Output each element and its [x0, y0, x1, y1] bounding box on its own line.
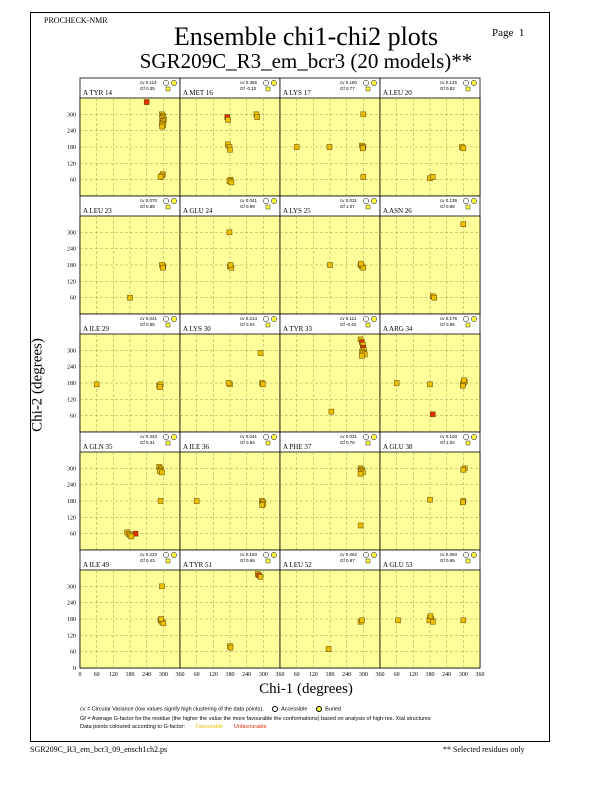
x-tick-label: 240: [242, 672, 252, 678]
accessibility-icon: [163, 434, 168, 439]
cv-value: cv 0.041: [240, 434, 258, 439]
data-point: [158, 174, 163, 179]
gf-value: Gf 0.77: [340, 86, 355, 91]
y-tick-label: 180: [67, 263, 76, 269]
gfactor-icon: [166, 87, 170, 91]
x-tick-label: 120: [208, 672, 218, 678]
data-point: [260, 503, 265, 508]
page-subtitle: SGR209C_R3_em_bcr3 (20 models)**: [139, 49, 473, 73]
y-tick-label: 300: [67, 466, 76, 473]
data-point: [461, 467, 466, 472]
page-title: Ensemble chi1-chi2 plots: [173, 22, 439, 51]
gfactor-icon: [166, 559, 170, 563]
gf-value: Gf 0.76: [340, 440, 355, 445]
x-tick-label: 240: [342, 672, 352, 678]
gfactor-icon: [466, 323, 470, 327]
footer-note: ** Selected residues only: [443, 745, 525, 754]
cv-value: cv 0.343: [140, 434, 158, 439]
data-point: [428, 497, 433, 502]
residue-label: A ASN 26: [383, 207, 412, 215]
buried-icon: [316, 706, 322, 712]
accessibility-icon: [363, 434, 368, 439]
x-tick-label: 180: [425, 672, 435, 678]
y-tick-label: 60: [70, 177, 76, 184]
gf-value: Gf 0.31: [140, 440, 155, 445]
legend-colour-text: Data points coloured according to G-factor:: [80, 724, 185, 730]
gf-value: Gf 0.82: [440, 86, 455, 91]
buried-icon: [471, 552, 476, 557]
y-tick-label: 180: [67, 617, 76, 623]
gf-value: Gf 1.02: [440, 440, 455, 445]
data-point: [461, 378, 466, 383]
data-point: [428, 382, 433, 387]
x-tick-label: 120: [408, 672, 418, 678]
cv-value: cv 0.041: [140, 316, 158, 321]
gfactor-icon: [266, 559, 270, 563]
cv-value: cv 0.111: [340, 316, 357, 321]
accessibility-icon: [263, 434, 268, 439]
residue-label: A TYR 51: [183, 561, 213, 569]
accessibility-icon: [163, 552, 168, 557]
data-point: [158, 499, 163, 504]
data-point: [461, 222, 466, 227]
residue-label: A GLU 53: [383, 561, 413, 569]
cv-value: cv 0.183: [240, 552, 258, 557]
accessibility-icon: [363, 80, 368, 85]
legend-gf-text: Gf = Average G-factor for the residue (the higher the value the more favourable the conformations) based on analysis of high-res. Xtal structures: [80, 716, 431, 722]
accessibility-icon: [463, 198, 468, 203]
data-point: [461, 618, 466, 623]
accessibility-icon: [363, 198, 368, 203]
x-axis-label: Chi-1 (degrees): [259, 681, 353, 697]
accessible-icon: [272, 706, 278, 712]
buried-icon: [371, 80, 376, 85]
data-point: [159, 584, 164, 589]
data-point: [361, 112, 366, 117]
legend-favourable: Favourable: [195, 724, 224, 730]
cv-value: cv 0.233: [140, 552, 158, 557]
gf-value: Gf 1.07: [340, 204, 355, 209]
cv-value: cv 0.125: [440, 80, 458, 85]
residue-label: A ILE 29: [83, 325, 110, 333]
y-tick-label: 300: [67, 230, 76, 237]
data-point: [359, 618, 364, 623]
data-point: [128, 295, 133, 300]
buried-icon: [171, 552, 176, 557]
data-point: [358, 471, 363, 476]
gf-value: Gf 0.65: [240, 558, 255, 563]
y-tick-label: 60: [70, 531, 76, 538]
x-tick-label: 240: [442, 672, 452, 678]
accessibility-icon: [263, 316, 268, 321]
data-point: [359, 353, 364, 358]
x-tick-label: 360: [275, 672, 285, 678]
y-tick-label: 240: [67, 364, 76, 371]
footer-filename: SGR209C_R3_em_bcr3_09_ensch1ch2.ps: [30, 745, 168, 754]
data-point: [228, 645, 233, 650]
gf-value: Gf 0.04: [240, 322, 255, 327]
cv-value: cv 0.355: [240, 80, 258, 85]
buried-icon: [171, 80, 176, 85]
gfactor-icon: [266, 441, 270, 445]
y-axis-label: Chi-2 (degrees): [29, 338, 46, 432]
residue-label: A TYR 33: [283, 325, 313, 333]
y-tick-label: 300: [67, 348, 76, 355]
gf-value: Gf 0.85: [140, 322, 155, 327]
data-point: [94, 382, 99, 387]
gf-value: Gf -0.42: [340, 322, 357, 327]
buried-icon: [371, 316, 376, 321]
residue-label: A LEU 52: [283, 561, 312, 569]
gfactor-icon: [466, 87, 470, 91]
accessibility-icon: [263, 80, 268, 85]
gfactor-icon: [266, 323, 270, 327]
y-tick-label: 120: [67, 279, 76, 286]
accessibility-icon: [363, 316, 368, 321]
data-point: [258, 574, 263, 579]
data-point: [326, 646, 331, 651]
gf-value: Gf 0.87: [340, 558, 355, 563]
gfactor-icon: [366, 87, 370, 91]
x-tick-label: 120: [308, 672, 318, 678]
y-tick-label: 120: [67, 397, 76, 404]
buried-icon: [471, 316, 476, 321]
buried-icon: [171, 198, 176, 203]
data-point: [228, 263, 233, 268]
buried-icon: [471, 198, 476, 203]
x-tick-label: 60: [193, 672, 200, 678]
gfactor-icon: [266, 87, 270, 91]
cv-value: cv 0.070: [140, 198, 158, 203]
residue-label: A GLU 24: [183, 207, 213, 215]
accessibility-icon: [263, 198, 268, 203]
buried-icon: [271, 316, 276, 321]
legend-unfavourable: Unfavourable: [233, 724, 267, 730]
data-point: [432, 295, 437, 300]
data-point: [160, 265, 165, 270]
buried-icon: [171, 434, 176, 439]
residue-label: A TYR 14: [83, 89, 113, 97]
y-tick-label: 300: [67, 584, 76, 591]
x-tick-label: 60: [293, 672, 300, 678]
legend-cv-text: cv = Circular Variance (low values signify high clustering of the data points).: [80, 706, 264, 713]
cv-value: cv 0.103: [440, 434, 458, 439]
data-point: [361, 174, 366, 179]
accessibility-icon: [363, 552, 368, 557]
residue-label: A PHE 37: [283, 443, 312, 451]
cv-value: cv 0.139: [440, 198, 458, 203]
data-point: [358, 523, 363, 528]
gf-value: Gf -0.10: [240, 86, 257, 91]
y-tick-label: 240: [67, 600, 76, 607]
data-point: [229, 180, 234, 185]
x-tick-label: 240: [142, 672, 152, 678]
residue-label: A ILE 36: [183, 443, 210, 451]
accessibility-icon: [163, 316, 168, 321]
x-tick-label: 300: [258, 672, 268, 678]
buried-icon: [371, 198, 376, 203]
buried-icon: [371, 434, 376, 439]
data-point: [360, 146, 365, 151]
x-tick-label: 0: [78, 672, 82, 678]
cv-value: cv 0.180: [340, 80, 358, 85]
x-tick-label: 300: [158, 672, 168, 678]
y-tick-label: 120: [67, 633, 76, 640]
gf-value: Gf 0.86: [440, 322, 455, 327]
gf-value: Gf 0.98: [440, 204, 455, 209]
data-point: [160, 124, 165, 129]
data-point: [227, 230, 232, 235]
buried-icon: [471, 80, 476, 85]
gfactor-icon: [466, 205, 470, 209]
buried-icon: [271, 552, 276, 557]
legend-cv-line: [80, 706, 341, 712]
residue-label: A LYS 25: [283, 207, 311, 215]
data-point: [394, 381, 399, 386]
residue-label: A GLN 35: [83, 443, 113, 451]
data-point: [194, 499, 199, 504]
y-tick-label: 240: [67, 482, 76, 489]
accessibility-icon: [463, 316, 468, 321]
cv-value: cv 0.062: [340, 552, 358, 557]
page-label: Page: [492, 27, 514, 39]
buried-icon: [371, 552, 376, 557]
data-point: [327, 145, 332, 150]
x-tick-label: 60: [393, 672, 400, 678]
data-point: [460, 500, 465, 505]
data-point: [430, 412, 435, 417]
y-tick-label: 180: [67, 381, 76, 387]
data-point: [226, 117, 231, 122]
data-point: [460, 383, 465, 388]
x-tick-label: 360: [375, 672, 385, 678]
cv-value: cv 0.114: [140, 80, 157, 85]
data-point: [428, 614, 433, 619]
residue-label: A ARG 34: [383, 325, 413, 333]
legend-buried: Buried: [325, 706, 341, 713]
y-tick-label: 180: [67, 499, 76, 505]
buried-icon: [271, 434, 276, 439]
accessibility-icon: [463, 80, 468, 85]
residue-label: A LEU 23: [83, 207, 112, 215]
data-point: [294, 145, 299, 150]
gfactor-icon: [466, 559, 470, 563]
gf-value: Gf 0.65: [440, 558, 455, 563]
gfactor-icon: [266, 205, 270, 209]
gfactor-icon: [366, 441, 370, 445]
gf-value: Gf 0.43: [140, 558, 155, 563]
y-tick-label: 60: [70, 649, 76, 656]
data-point: [430, 174, 435, 179]
gf-value: Gf 0.35: [140, 86, 155, 91]
gfactor-icon: [166, 441, 170, 445]
accessibility-icon: [463, 552, 468, 557]
gfactor-icon: [466, 441, 470, 445]
cv-value: cv 0.214: [240, 316, 258, 321]
residue-label: A MET 16: [183, 89, 213, 97]
cv-value: cv 0.093: [440, 552, 458, 557]
cv-value: cv 0.031: [340, 198, 358, 203]
data-point: [260, 382, 265, 387]
gf-value: Gf 0.99: [240, 204, 255, 209]
data-point: [328, 263, 333, 268]
data-point: [228, 147, 233, 152]
page-number-value: 1: [518, 27, 525, 39]
y-tick-label: 240: [67, 128, 76, 135]
buried-icon: [271, 80, 276, 85]
gfactor-icon: [366, 559, 370, 563]
x-tick-label: 360: [175, 672, 185, 678]
program-name: PROCHECK-NMR: [44, 16, 108, 25]
gfactor-icon: [366, 205, 370, 209]
y-tick-label: 120: [67, 161, 76, 168]
data-point: [258, 351, 263, 356]
residue-label: A LEU 20: [383, 89, 412, 97]
y-tick-label: 0: [73, 666, 76, 672]
residue-label: A ILE 49: [83, 561, 110, 569]
x-tick-label: 300: [458, 672, 468, 678]
gf-value: Gf 0.88: [140, 204, 155, 209]
buried-icon: [171, 316, 176, 321]
residue-label: A LYS 17: [283, 89, 311, 97]
data-point: [159, 470, 164, 475]
data-point: [396, 618, 401, 623]
x-tick-label: 60: [93, 672, 100, 678]
data-point: [144, 100, 149, 105]
y-tick-label: 60: [70, 413, 76, 420]
data-point: [329, 409, 334, 414]
gfactor-icon: [366, 323, 370, 327]
buried-icon: [271, 198, 276, 203]
gfactor-icon: [166, 323, 170, 327]
accessibility-icon: [263, 552, 268, 557]
x-tick-label: 300: [358, 672, 368, 678]
cv-value: cv 0.176: [440, 316, 458, 321]
cv-value: cv 0.031: [340, 434, 358, 439]
data-point: [129, 534, 134, 539]
y-tick-label: 60: [70, 295, 76, 302]
y-tick-label: 300: [67, 112, 76, 119]
data-point: [158, 385, 163, 390]
residue-label: A LYS 30: [183, 325, 211, 333]
x-tick-label: 180: [125, 672, 135, 678]
cv-value: cv 0.041: [240, 198, 258, 203]
gfactor-icon: [166, 205, 170, 209]
residue-label: A GLU 38: [383, 443, 413, 451]
data-point: [461, 146, 466, 151]
x-tick-label: 120: [108, 672, 118, 678]
legend-accessible: Accessible: [281, 706, 308, 713]
data-point: [359, 261, 364, 266]
data-point: [430, 619, 435, 624]
legend-colour-line: [80, 724, 267, 730]
y-tick-label: 240: [67, 246, 76, 253]
x-tick-label: 180: [325, 672, 335, 678]
data-point: [159, 617, 164, 622]
data-point: [226, 381, 231, 386]
accessibility-icon: [163, 80, 168, 85]
accessibility-icon: [163, 198, 168, 203]
buried-icon: [471, 434, 476, 439]
x-tick-label: 180: [225, 672, 235, 678]
y-tick-label: 180: [67, 145, 76, 151]
gf-value: Gf 0.84: [240, 440, 255, 445]
accessibility-icon: [463, 434, 468, 439]
x-tick-label: 360: [475, 672, 485, 678]
y-tick-label: 120: [67, 515, 76, 522]
data-point: [255, 115, 260, 120]
